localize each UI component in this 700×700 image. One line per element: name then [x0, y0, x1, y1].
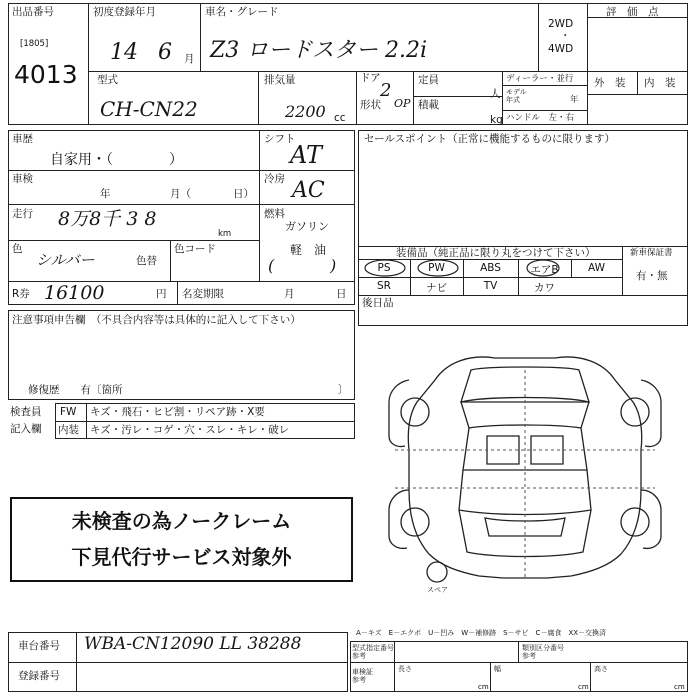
warranty-value: 有・無: [636, 270, 668, 282]
notice-box: [10, 497, 353, 582]
handle-label: ハンドル 左・右: [506, 113, 575, 123]
load-label: 積載: [418, 99, 439, 111]
shape-label: 形状: [360, 99, 381, 111]
color-label: 色: [12, 243, 23, 255]
equip-leather: カワ: [534, 282, 555, 294]
doors-value: 2: [380, 80, 392, 101]
registration-label: 登録番号: [18, 670, 60, 682]
equipment-label: 装備品（純正品に限り丸をつけて下さい）: [396, 247, 596, 259]
chassis-value: WBA-CN12090 LL 38288: [84, 634, 302, 654]
equip-abs: ABS: [480, 262, 501, 274]
history-label: 車歴: [12, 133, 33, 145]
size-label: 長さ: [398, 665, 412, 673]
cm-1: cm: [478, 683, 489, 691]
wd-4: 4WD: [548, 43, 574, 55]
designated-label: 型式指定番号 参考: [352, 644, 394, 661]
doors-label: ドア: [360, 72, 381, 84]
inspector-label-1: 検査員: [10, 406, 42, 418]
type-label: 型式: [97, 74, 118, 86]
type-value: CH-CN22: [100, 97, 198, 121]
shift-label: シフト: [264, 133, 296, 145]
inspection-month-unit: 月（: [170, 188, 191, 200]
recycle-unit: 円: [156, 288, 167, 300]
fuel-diesel: 軽 油: [290, 243, 327, 257]
history-value: 自家用・（ ）: [50, 152, 183, 168]
title-change-month: 月: [284, 288, 295, 300]
sales-frame: [358, 130, 688, 326]
model-name-value: Z3 ロードスター 2.2i: [210, 38, 428, 63]
spare-label: スペア: [427, 586, 448, 594]
color-value: シルバー: [36, 251, 95, 269]
load-unit: kg: [490, 114, 503, 126]
displacement-label: 排気量: [264, 74, 296, 86]
recycle-value: 16100: [44, 282, 105, 304]
shift-value: AT: [290, 141, 323, 169]
equip-tv: TV: [483, 280, 498, 292]
fuel-tick-left: (: [268, 256, 275, 275]
first-reg-label: 初度登録年月: [93, 6, 156, 18]
mileage-value: 8万8千 3 8: [58, 208, 157, 230]
inspector-label-2: 記入欄: [10, 423, 42, 435]
equipment-circles: [358, 257, 622, 279]
first-reg-year: 14: [110, 40, 138, 65]
int-text: キズ・汚レ・コゲ・穴・スレ・キレ・破レ: [90, 424, 290, 436]
dealer-label: ディーラー・並行: [506, 74, 574, 84]
grade-label: 評 価 点: [606, 6, 659, 18]
capacity-unit: 人: [490, 88, 501, 100]
displacement-value: 2200: [285, 102, 326, 121]
wd-2: 2WD: [548, 18, 574, 30]
color-code-label: 色コード: [174, 243, 216, 255]
cc-unit: cc: [334, 112, 346, 124]
equip-ps: PS: [377, 262, 391, 274]
wd-dot: ・: [560, 30, 571, 42]
model-name-label: 車名・グレード: [205, 6, 279, 18]
chassis-label: 車台番号: [18, 640, 60, 652]
fuel-gasoline: ガソリン: [285, 220, 329, 233]
aircon-value: AC: [292, 178, 325, 203]
inspection-day-unit: 日）: [233, 188, 254, 200]
model-year-label: モデル 年式: [506, 88, 527, 104]
notice-line-2: 下見代行サービス対象外: [71, 545, 292, 569]
notice-line-1: 未検査の為ノークレーム: [71, 509, 292, 533]
fuel-tick-right: ): [330, 256, 337, 275]
rear-seat-label: 後日品: [362, 297, 394, 309]
lot-number: 4013: [14, 60, 78, 89]
fw-text: キズ・飛石・ヒビ割・リペア跡・X要: [90, 406, 265, 418]
notes-label: 注意事項申告欄 （不具合内容等は具体的に記入して下さい）: [12, 314, 301, 326]
fw-label: FW: [60, 406, 77, 418]
title-change-day: 日: [336, 288, 347, 300]
equip-aw: AW: [588, 262, 605, 274]
mileage-unit: km: [218, 229, 232, 239]
interior-label: 内 装: [644, 77, 676, 89]
fuel-label: 燃料: [264, 208, 285, 220]
car-damage-diagram: [375, 340, 675, 600]
equip-pw: PW: [428, 262, 445, 274]
damage-legend: A－キズ E－エクボ U－凹み W－補修跡 S－サビ C－腐食 XX－交換済: [356, 629, 607, 637]
warranty-label: 新車保証書: [630, 248, 673, 258]
category-label: 類別区分番号 参考: [522, 644, 564, 661]
cm-3: cm: [674, 683, 685, 691]
lot-code: [1805]: [20, 39, 49, 49]
shape-value: OP: [394, 97, 411, 110]
lot-no-label: 出品番号: [12, 6, 54, 18]
cm-2: cm: [578, 683, 589, 691]
cert-label: 車検証 参考: [352, 668, 373, 685]
color-change-label: 色替: [136, 255, 157, 267]
repair-close: 〕: [338, 384, 349, 396]
recycle-label: R券: [12, 288, 30, 300]
equip-airbag: エアB: [530, 264, 559, 276]
first-reg-month-unit: 月: [184, 53, 195, 65]
first-reg-month: 6: [158, 40, 172, 65]
int-label: 内装: [58, 424, 79, 436]
height-label: 高さ: [594, 665, 608, 673]
width-label: 幅: [494, 665, 501, 673]
exterior-label: 外 装: [594, 77, 626, 89]
equip-sr: SR: [377, 280, 391, 292]
aircon-label: 冷房: [264, 173, 285, 185]
equip-navi: ナビ: [426, 282, 447, 294]
sales-points-label: セールスポイント（正常に機能するものに限ります）: [364, 133, 616, 145]
mileage-label: 走行: [12, 208, 33, 220]
year-unit: 年: [570, 95, 579, 105]
capacity-label: 定員: [418, 74, 439, 86]
inspection-label: 車検: [12, 173, 33, 185]
repair-label: 修復歴 有〔箇所: [28, 384, 123, 396]
inspection-year-unit: 年: [100, 188, 111, 200]
title-change-label: 名変期限: [182, 288, 224, 300]
